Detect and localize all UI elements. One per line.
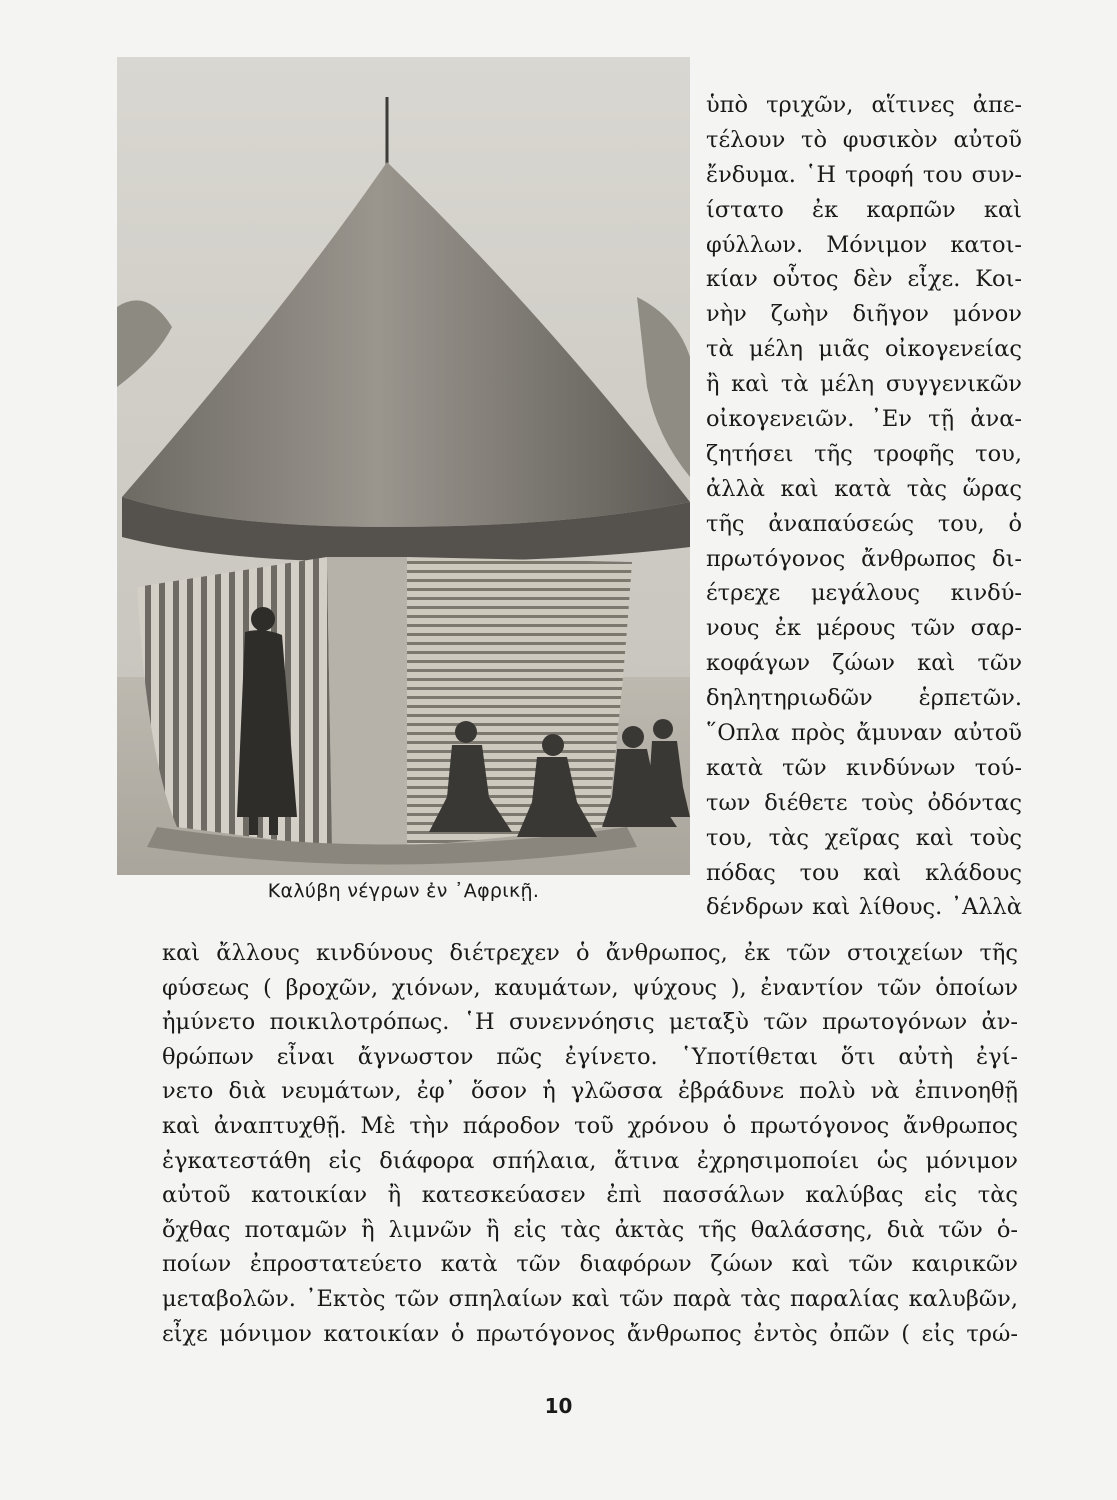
- text-line: καὶ ἀναπτυχθῇ. Μὲ τὴν πάροδον τοῦ χρόνου ὁ πρωτόγονος ἄνθρωπος: [162, 1112, 1018, 1139]
- text-line: ἢ καὶ τὰ μέλη συγγενικῶν: [706, 371, 1022, 398]
- text-line: οἰκογενειῶν. ᾿Εν τῇ ἀνα-: [706, 406, 1022, 433]
- text-line: έτρεχε μεγάλους κινδύ-: [706, 580, 1022, 607]
- text-line: του, τὰς χεῖρας καὶ τοὺς: [706, 824, 1022, 851]
- text-line: δηλητηριωδῶν ἑρπετῶν.: [706, 685, 1022, 712]
- text-line: ἀλλὰ καὶ κατὰ τὰς ὥρας: [706, 475, 1022, 502]
- text-line: καὶ ἄλλους κινδύνους διέτρεχεν ὁ ἄνθρωπος, ἐκ τῶν στοιχείων τῆς: [162, 940, 1018, 966]
- text-line: ίστατο ἐκ καρπῶν καὶ: [706, 196, 1022, 223]
- text-line: ποίων ἐπροστατεύετο κατὰ τῶν διαφόρων ζώων καὶ τῶν καιρικῶν: [162, 1251, 1018, 1278]
- hut-photograph: [117, 57, 690, 875]
- text-line: φύλλων. Μόνιμον κατοι-: [706, 231, 1022, 258]
- main-text-column: [162, 936, 1018, 1351]
- text-line: πόδας του καὶ κλάδους: [706, 859, 1022, 886]
- text-line: ὄχθας ποταμῶν ἢ λιμνῶν ἢ εἰς τὰς ἀκτὰς τῆς θαλάσσης, διὰ τῶν ὁ-: [162, 1216, 1018, 1243]
- text-line: ἠμύνετο ποικιλοτρόπως. ῾Η συνεννόησις μεταξὺ τῶν πρωτογόνων ἀν-: [162, 1009, 1018, 1036]
- page-number: 10: [544, 1394, 573, 1418]
- text-line: τέλουν τὸ φυσικὸν αὐτοῦ: [706, 126, 1022, 153]
- text-line: τῆς ἀναπαύσεώς του, ὁ: [706, 510, 1022, 537]
- text-line: ἐγκατεστάθη εἰς διάφορα σπήλαια, ἅτινα ἐχρησιμοποίει ὡς μόνιμον: [162, 1147, 1018, 1174]
- text-line: νους ἐκ μέρους τῶν σαρ-: [706, 615, 1022, 642]
- text-line: μεταβολῶν. ᾿Εκτὸς τῶν σπηλαίων καὶ τῶν παρὰ τὰς παραλίας καλυβῶν,: [162, 1285, 1018, 1312]
- text-line: εἶχε μόνιμον κατοικίαν ὁ πρωτόγονος ἄνθρωπος ἐντὸς ὀπῶν ( εἰς τρώ-: [162, 1320, 1018, 1347]
- text-line: τὰ μέλη μιᾶς οἰκογενείας: [706, 336, 1022, 363]
- text-line: κίαν οὗτος δὲν εἶχε. Κοι-: [706, 266, 1022, 293]
- text-line: κοφάγων ζώων καὶ τῶν: [706, 650, 1022, 677]
- text-line: ῞Οπλα πρὸς ἄμυναν αὐτοῦ: [706, 720, 1022, 747]
- text-line: ζητήσει τῆς τροφῆς του,: [706, 440, 1022, 467]
- text-line: κατὰ τῶν κινδύνων τού-: [706, 754, 1022, 781]
- text-line: νετο διὰ νευμάτων, ἐφ᾿ ὅσον ἡ γλῶσσα ἐβράδυνε πολὺ νὰ ἐπινοηθῇ: [162, 1078, 1018, 1105]
- text-line: θρώπων εἶναι ἄγνωστον πῶς ἐγίνετο. ῾Υποτίθεται ὅτι αὐτὴ ἐγί-: [162, 1043, 1018, 1070]
- photo-caption: Καλύβη νέγρων ἐν ᾿Αφρικῇ.: [267, 880, 540, 902]
- text-line: δένδρων καὶ λίθους. ᾿Αλλὰ: [706, 894, 1022, 921]
- text-line: των διέθετε τοὺς ὀδόντας: [706, 789, 1022, 816]
- side-text-column: [706, 88, 1022, 925]
- text-line: φύσεως ( βροχῶν, χιόνων, καυμάτων, ψύχους ), ἐναντίον τῶν ὁποίων: [162, 974, 1018, 1001]
- text-line: πρωτόγονος ἄνθρωπος δι-: [706, 545, 1022, 572]
- text-line: νὴν ζωὴν διῆγον μόνον: [706, 301, 1022, 328]
- hut-illustration: [117, 57, 690, 875]
- text-line: αὐτοῦ κατοικίαν ἢ κατεσκεύασεν ἐπὶ πασσάλων καλύβας εἰς τὰς: [162, 1182, 1018, 1209]
- text-line: ὑπὸ τριχῶν, αἵτινες ἀπε-: [706, 92, 1022, 118]
- text-line: ἔνδυμα. ῾Η τροφή του συν-: [706, 161, 1022, 188]
